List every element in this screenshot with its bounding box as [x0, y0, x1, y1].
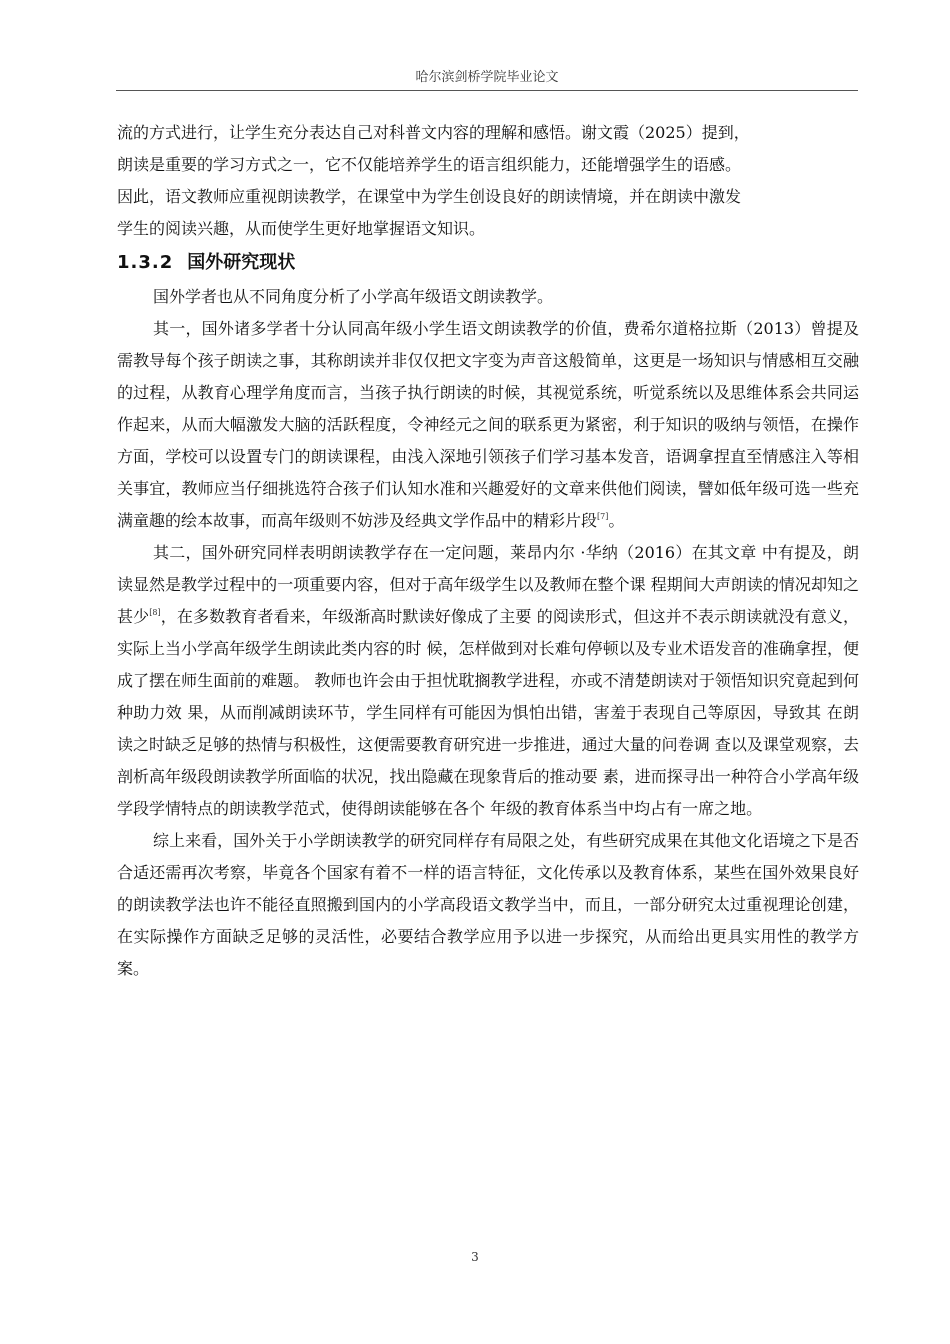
document-body — [117, 117, 859, 985]
paragraph-second-text-a: 其二，国外研究同样表明朗读教学存在一定问题，莱昂内尔 ·华纳（2016）在其文章 中有提及，朗读显然是教学过程中的一项重要内容，但对于高年级学生以及教师在整个课 程期间大声朗读的情况却知之甚少 — [117, 543, 859, 626]
page-number: 3 — [471, 1250, 479, 1264]
section-number: 1.3.2 — [117, 252, 174, 273]
citation-8: [8] — [149, 608, 161, 617]
paragraph-second — [117, 537, 859, 825]
intro-line: 因此，语文教师应重视朗读教学，在课堂中为学生创设良好的朗读情境，并在朗读中激发 — [117, 187, 742, 206]
section-heading — [117, 245, 859, 281]
paragraph-intro — [117, 117, 859, 245]
intro-line: 朗读是重要的学习方式之一，它不仅能培养学生的语言组织能力，还能增强学生的语感。 — [117, 155, 742, 174]
section-title: 国外研究现状 — [187, 252, 296, 273]
intro-line: 学生的阅读兴趣，从而使学生更好地掌握语文知识。 — [117, 219, 486, 238]
page-header — [116, 68, 858, 91]
paragraph-first-text: 其一，国外诸多学者十分认同高年级小学生语文朗读教学的价值，费希尔道格拉斯（2013）曾提及需教导每个孩子朗读之事，其称朗读并非仅仅把文字变为声音这般简单，这更是一场知识与情感相互交融的过程，从教育心理学角度而言，当孩子执行朗读的时候，其视觉系统，听觉系统以及思维体系会共同运作起来，从而大幅激发大脑的活跃程度，令神经元之间的联系更为紧密，利于知识的吸纳与领悟，在操作方面，学校可以设置专门的朗读课程，由浅入深地引领孩子们学习基本发音，语调拿捏直至情感注入等相关事宜，教师应当仔细挑选符合孩子们认知水准和兴趣爱好的文章来供他们阅读，譬如低年级可选一些充满童趣的绘本故事，而高年级则不妨涉及经典文学作品中的精彩片段 — [117, 319, 859, 530]
paragraph-second-text-b: ，在多数教育者看来，年级渐高时默读好像成了主要 的阅读形式，但这并不表示朗读就没有意义，实际上当小学高年级学生朗读此类内容的时 候，怎样做到对长难句停顿以及专业术语发音的准确拿捏，便成了摆在师生面前的难题。 教师也许会由于担忧耽搁教学进程，亦或不清楚朗读对于领悟知识究竟起到何种助力效 果，从而削减朗读环节，学生同样有可能因为惧怕出错，害羞于表现自己等原因，导致其 在朗读之时缺乏足够的热情与积极性，这便需要教育研究进一步推进，通过大量的问卷调 查以及课堂观察，去剖析高年级段朗读教学所面临的状况，找出隐藏在现象背后的推动要 素，进而探寻出一种符合小学高年级学段学情特点的朗读教学范式，使得朗读能够在各个 年级的教育体系当中均占有一席之地。 — [117, 607, 859, 818]
intro-line: 流的方式进行，让学生充分表达自己对科普文内容的理解和感悟。谢文霞（2025）提到， — [117, 123, 750, 142]
paragraph-lead: 国外学者也从不同角度分析了小学高年级语文朗读教学。 — [153, 287, 554, 306]
paragraph-first-end: 。 — [608, 511, 625, 530]
header-title: 哈尔滨剑桥学院毕业论文 — [415, 70, 559, 85]
citation-7: [7] — [597, 512, 609, 521]
paragraph-first — [117, 313, 859, 537]
paragraph-summary: 综上来看，国外关于小学朗读教学的研究同样存有局限之处，有些研究成果在其他文化语境之下是否合适还需再次考察，毕竟各个国家有着不一样的语言特征，文化传承以及教育体系，某些在国外效果良好的朗读教学法也许不能径直照搬到国内的小学高段语文教学当中，而且，一部分研究太过重视理论创建，在实际操作方面缺乏足够的灵活性，必要结合教学应用予以进一步探究，从而给出更具实用性的教学方案。 — [117, 831, 859, 978]
